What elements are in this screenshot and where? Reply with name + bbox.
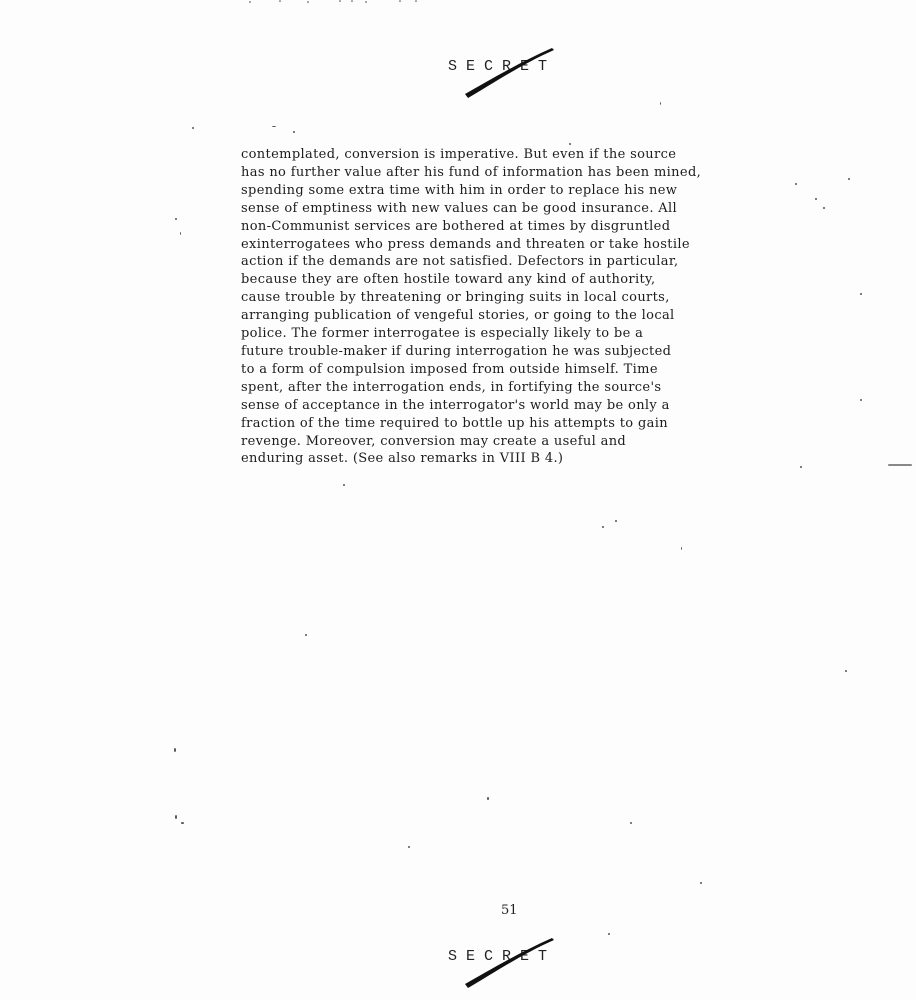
body-line: fraction of the time required to bottle up his attempts to gain [241, 415, 668, 431]
body-line: spent, after the interrogation ends, in fortifying the source's [241, 379, 662, 395]
scan-speck [660, 102, 661, 105]
scan-speck [823, 207, 825, 209]
scan-speck [848, 178, 850, 180]
header-redaction-stroke [462, 46, 562, 102]
scan-artifact-marks [240, 0, 440, 6]
scan-speck [888, 464, 912, 466]
scan-speck [860, 399, 862, 401]
body-line: cause trouble by threatening or bringing suits in local courts, [241, 290, 670, 306]
scan-speck [175, 815, 177, 819]
body-paragraph [241, 146, 841, 468]
scan-speck [174, 748, 176, 752]
header-classification-text: SECRET [448, 58, 557, 75]
header-classification-marking [448, 46, 578, 86]
scan-speck [181, 822, 184, 824]
scan-speck [795, 183, 797, 185]
body-line: to a form of compulsion imposed from outside himself. Time [241, 361, 658, 377]
body-line: police. The former interrogatee is especially likely to be a [241, 326, 644, 342]
body-line: enduring asset. (See also remarks in VIII B 4.) [241, 451, 564, 467]
footer-classification-text: SECRET [448, 948, 557, 965]
body-line: contemplated, conversion is imperative. But even if the source [241, 147, 677, 162]
body-line: because they are often hostile toward any kind of authority, [241, 272, 656, 288]
body-line: exinterrogatees who press demands and threaten or take hostile [241, 236, 690, 252]
scan-speck [800, 466, 802, 468]
scan-speck [175, 218, 177, 220]
scan-speck [602, 526, 604, 528]
scan-speck [408, 846, 410, 848]
body-line: spending some extra time with him in order to replace his new [241, 182, 678, 198]
body-line: future trouble-maker if during interrogation he was subjected [241, 343, 672, 359]
body-line: revenge. Moreover, conversion may create a useful and [241, 433, 627, 449]
body-line: action if the demands are not satisfied. Defectors in particular, [241, 254, 679, 270]
body-line: arranging publication of vengeful stories, or going to the local [241, 308, 675, 324]
scan-speck [630, 822, 632, 824]
scan-speck [681, 547, 682, 550]
footer-classification-marking [448, 936, 578, 976]
scan-speck [569, 143, 571, 145]
page-number: 51 [501, 903, 518, 918]
scan-speck [293, 131, 295, 133]
scan-speck [608, 933, 610, 935]
scan-speck [272, 126, 276, 127]
scan-speck [860, 293, 862, 295]
scan-speck [343, 484, 345, 486]
body-line: has no further value after his fund of information has been mined, [241, 164, 702, 180]
body-line: non-Communist services are bothered at times by disgruntled [241, 218, 671, 234]
scan-speck [192, 127, 194, 129]
scan-speck [305, 634, 307, 636]
body-line: sense of emptiness with new values can be good insurance. All [241, 200, 678, 216]
scan-speck [180, 232, 181, 235]
scan-speck [487, 797, 489, 800]
scan-speck [845, 670, 847, 672]
body-line: sense of acceptance in the interrogator's world may be only a [241, 397, 670, 413]
footer-redaction-stroke [462, 936, 562, 992]
scan-speck [615, 520, 617, 522]
scan-speck [815, 198, 817, 200]
scan-speck [700, 882, 702, 884]
